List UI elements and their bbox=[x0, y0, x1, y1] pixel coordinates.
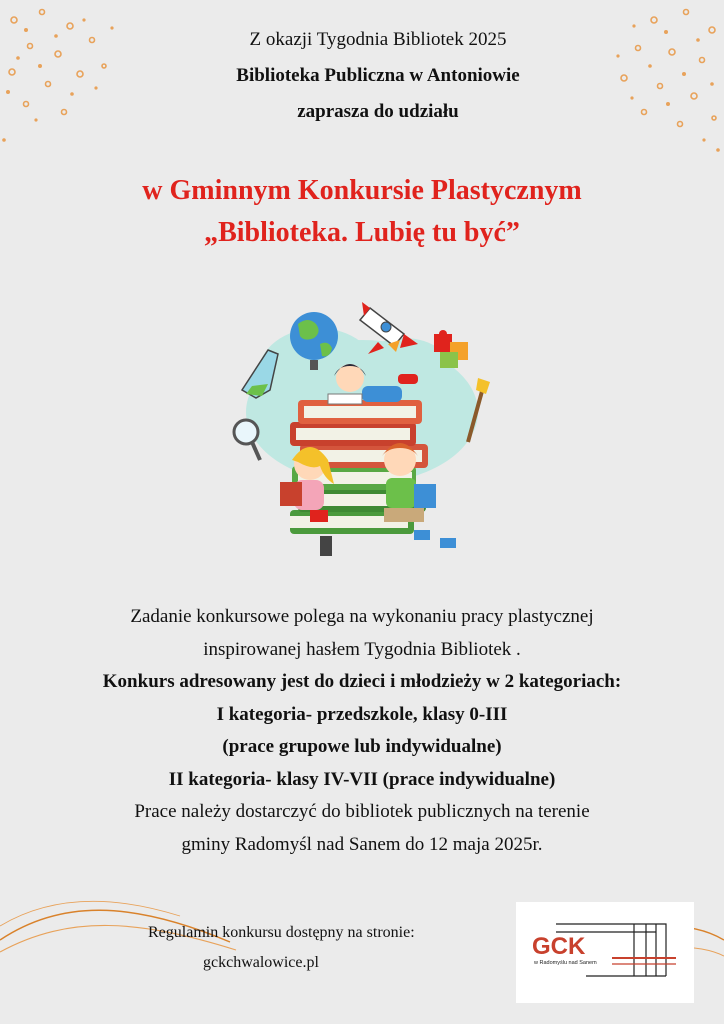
invitation-line: zaprasza do udziału bbox=[297, 101, 459, 122]
regulations-text: Regulamin konkursu dostępny na stronie: bbox=[148, 924, 415, 941]
category-1-note: (prace grupowe lub indywidualne) bbox=[222, 736, 502, 757]
gck-logo bbox=[516, 902, 694, 1003]
intro-line-1: Z okazji Tygodnia Bibliotek 2025 bbox=[249, 29, 507, 50]
contest-description bbox=[0, 601, 724, 861]
delivery-line-2: gminy Radomyśl nad Sanem do 12 maja 2025r. bbox=[181, 833, 543, 855]
description-line-2: inspirowanej hasłem Tygodnia Bibliotek . bbox=[203, 638, 521, 660]
contest-title-line-2: „Biblioteka. Lubię tu być” bbox=[204, 217, 520, 248]
logo-caption: w Radomyślu nad Sanem bbox=[534, 960, 597, 966]
regulations-note bbox=[148, 918, 415, 978]
library-illustration bbox=[228, 294, 496, 568]
intro-block bbox=[16, 22, 724, 130]
contest-title-line-1: w Gminnym Konkursie Plastycznym bbox=[142, 175, 582, 206]
logo-letters: GCK bbox=[532, 933, 586, 960]
category-2-line: II kategoria- klasy IV-VII (prace indywidualne) bbox=[168, 768, 556, 790]
library-name: Biblioteka Publiczna w Antoniowie bbox=[236, 65, 520, 86]
category-1-line: I kategoria- przedszkole, klasy 0-III bbox=[216, 703, 508, 725]
gck-logo-graphic bbox=[516, 902, 694, 1003]
website-link[interactable]: gckchwalowice.pl bbox=[203, 954, 319, 971]
contest-title bbox=[0, 170, 724, 254]
description-line-1: Zadanie konkursowe polega na wykonaniu pracy plastycznej bbox=[130, 606, 594, 627]
audience-line: Konkurs adresowany jest do dzieci i młodzieży w 2 kategoriach: bbox=[102, 671, 622, 692]
delivery-line-1: Prace należy dostarczyć do bibliotek publicznych na terenie bbox=[134, 801, 590, 822]
magnifier-icon bbox=[234, 420, 260, 460]
